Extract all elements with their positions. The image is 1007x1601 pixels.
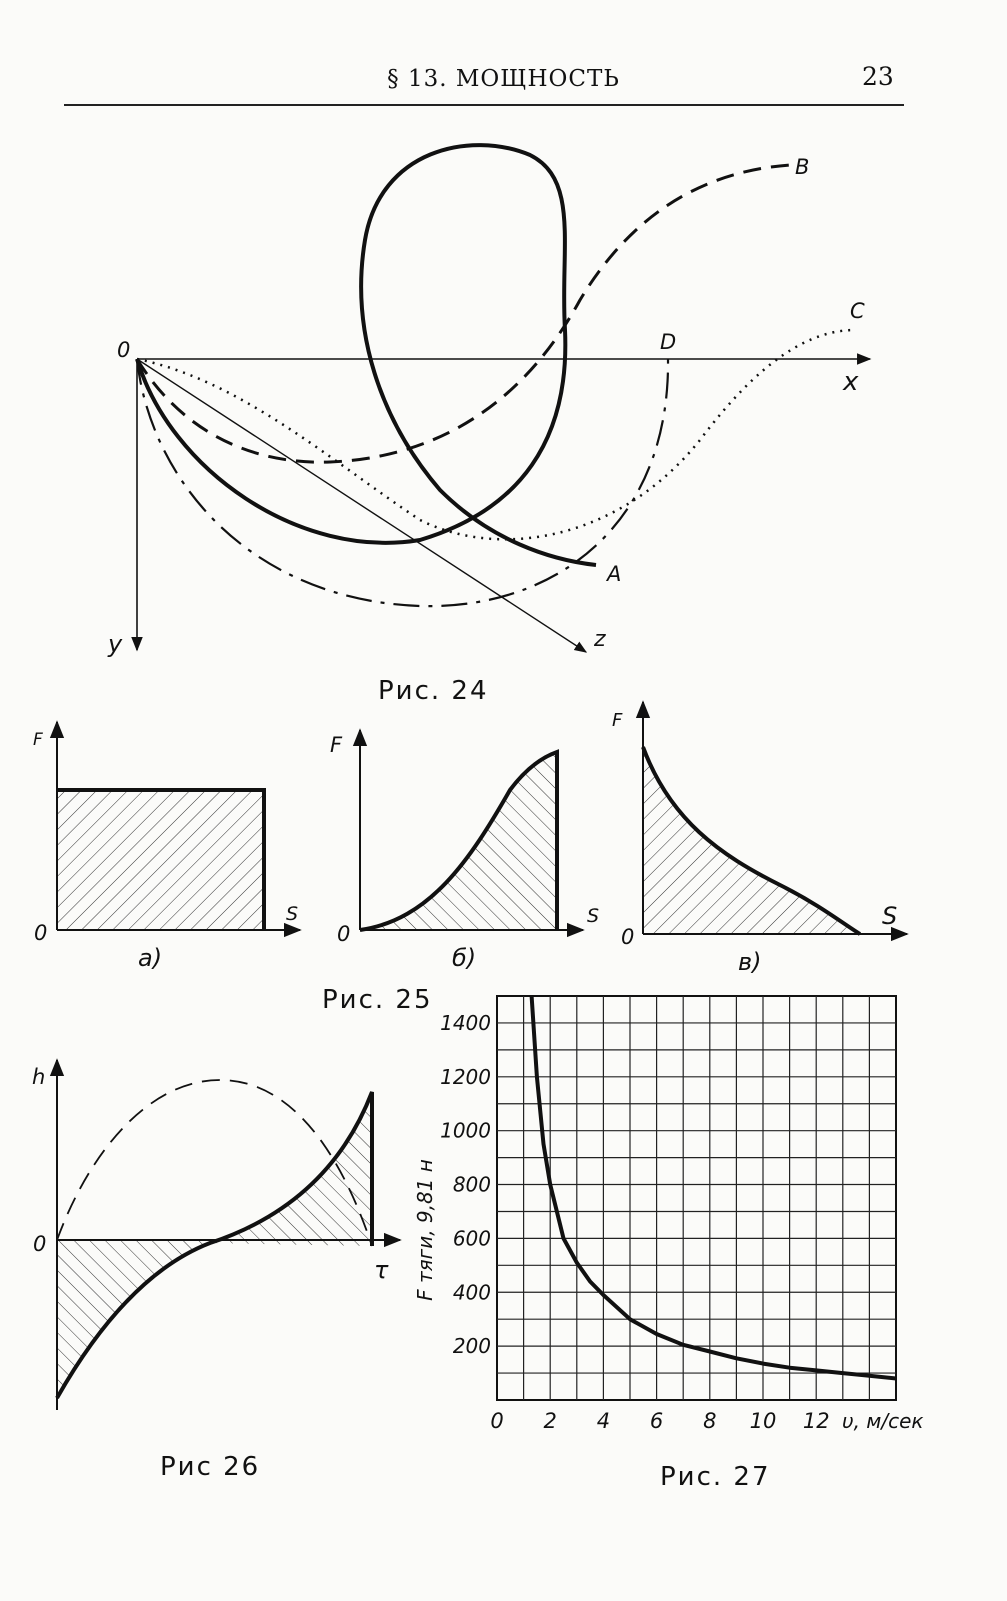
chart-y-ticks	[440, 1011, 491, 1358]
chart-y-tick-label: 800	[452, 1172, 491, 1197]
fig24-label-origin: 0	[117, 338, 131, 362]
chart-x-axis-label: υ, м/сек	[842, 1409, 924, 1433]
chart-series-line	[532, 996, 896, 1379]
figure-24	[107, 145, 870, 658]
figure-27-chart	[413, 996, 924, 1433]
chart-x-tick-label: 10	[749, 1409, 777, 1433]
chart-y-tick-label: 600	[452, 1226, 491, 1251]
fig24-z-axis	[137, 359, 586, 652]
fig25b-area	[360, 752, 557, 930]
chart-x-tick-label: 4	[596, 1409, 611, 1433]
fig25a-label-s: S	[286, 903, 299, 925]
figure-25b	[330, 730, 599, 972]
page-number: 23	[862, 62, 894, 91]
fig25c-sublabel: в)	[738, 948, 762, 976]
fig25c-label-o: 0	[621, 925, 635, 949]
fig24-curve-A	[137, 145, 596, 565]
fig26-area-negative	[57, 1240, 210, 1398]
chart-y-tick-label: 400	[452, 1280, 491, 1305]
fig24-label-x: x	[843, 367, 859, 397]
chart-x-tick-label: 8	[703, 1409, 717, 1433]
chart-y-axis-label: F тяги, 9,81 н	[413, 1159, 437, 1301]
figure-25a	[33, 722, 300, 972]
chart-y-tick-label: 200	[452, 1334, 491, 1359]
chart-y-tick-label: 1200	[440, 1064, 491, 1089]
chart-x-ticks	[490, 1409, 829, 1433]
fig25a-area	[57, 790, 264, 930]
fig25a-label-f: F	[33, 730, 43, 750]
fig24-label-A: A	[607, 562, 622, 586]
running-header: § 13. МОЩНОСТЬ	[387, 66, 620, 92]
fig24-caption: Рис. 24	[378, 676, 489, 706]
fig25c-label-f: F	[612, 710, 623, 731]
fig27-caption: Рис. 27	[660, 1462, 771, 1492]
fig24-curve-C	[137, 330, 855, 539]
chart-x-tick-label: 12	[802, 1409, 830, 1433]
chart-y-tick-label: 1400	[440, 1010, 491, 1035]
fig25c-label-s: S	[882, 902, 898, 930]
fig24-label-B: B	[795, 155, 810, 179]
fig25-caption: Рис. 25	[322, 985, 433, 1015]
fig24-label-D: D	[660, 330, 677, 354]
fig26-label-h: h	[32, 1065, 46, 1089]
fig25b-sublabel: б)	[452, 944, 477, 972]
fig24-label-C: C	[850, 299, 865, 323]
chart-frame	[497, 996, 896, 1400]
fig24-label-y: y	[108, 630, 123, 658]
fig25a-sublabel: a)	[138, 944, 163, 972]
fig24-label-z: z	[594, 627, 606, 652]
fig24-curve-D	[137, 359, 668, 606]
chart-x-tick-label: 2	[543, 1409, 557, 1433]
fig25b-label-s: S	[587, 905, 600, 927]
fig26-caption: Рис 26	[160, 1452, 261, 1482]
chart-grid	[497, 996, 896, 1400]
figure-26	[32, 1060, 400, 1410]
figure-25c	[612, 702, 907, 976]
fig26-label-o: 0	[33, 1232, 47, 1256]
fig24-curve-B	[137, 165, 790, 462]
fig25a-label-o: 0	[34, 921, 48, 945]
chart-y-tick-label: 1000	[440, 1118, 491, 1143]
chart-x-tick-label: 0	[490, 1409, 504, 1433]
fig26-label-t: τ	[374, 1256, 389, 1284]
fig26-area-positive	[210, 1092, 372, 1246]
fig25c-area	[643, 747, 860, 934]
fig25b-label-o: 0	[337, 922, 351, 946]
chart-x-tick-label: 6	[649, 1409, 664, 1433]
fig25b-label-f: F	[330, 733, 343, 757]
